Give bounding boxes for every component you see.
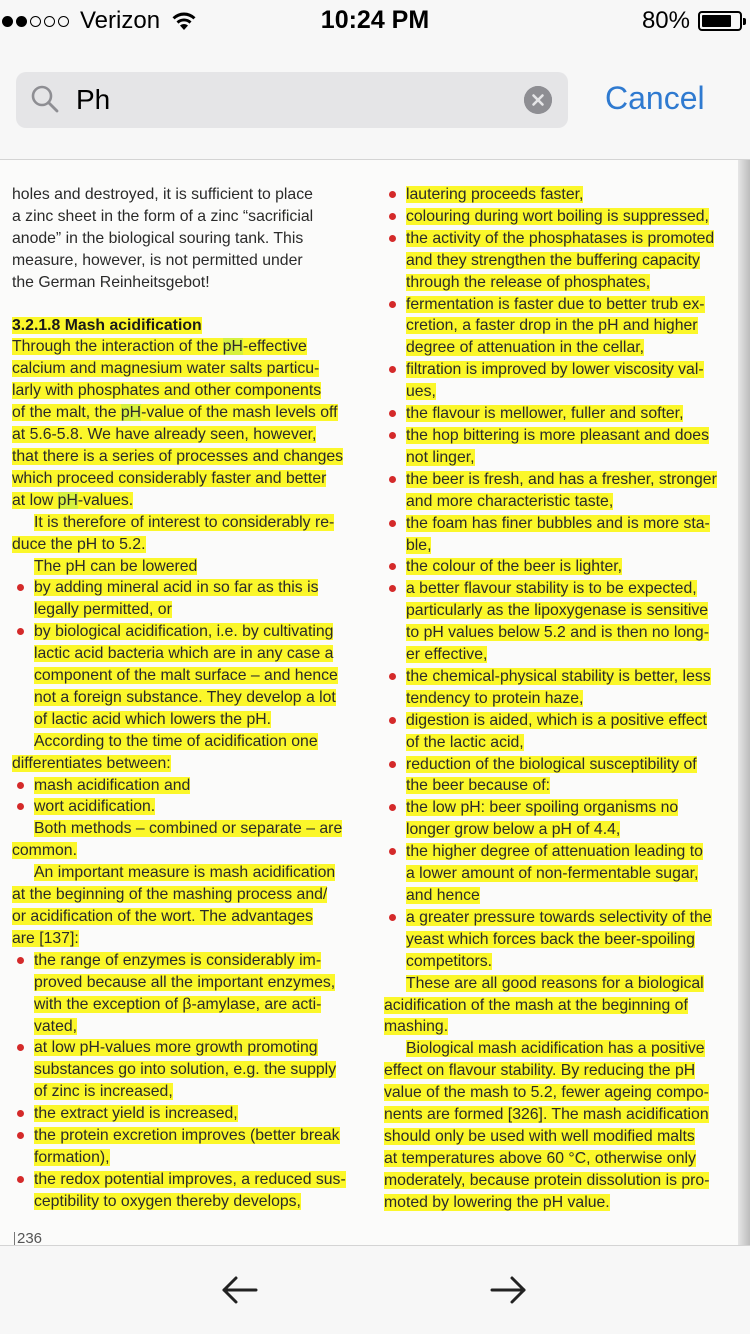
text-line [406, 469, 730, 491]
text-line [406, 425, 730, 447]
search-match: pH [222, 338, 243, 356]
line-text: the beer because of: [406, 777, 551, 795]
line-text: at low pH-values more growth promoting [34, 1039, 318, 1057]
text-line [34, 796, 358, 818]
text-line [384, 995, 730, 1017]
bullet-icon [389, 563, 396, 570]
line-text: proved because all the important enzymes, [34, 973, 336, 991]
text-line [406, 754, 730, 776]
bullet-icon [389, 191, 396, 198]
text-line [34, 1037, 358, 1059]
line-text: to pH values below 5.2 and is then no long- [406, 624, 709, 642]
arrow-left-icon [218, 1270, 262, 1310]
bullet-item [12, 775, 358, 797]
text-line [34, 577, 358, 599]
text-line [406, 228, 730, 250]
bullet-icon [389, 761, 396, 768]
text-line [406, 556, 730, 578]
battery-level [702, 15, 731, 27]
bullet-icon [389, 213, 396, 220]
paragraph [12, 512, 358, 556]
line-text: the chemical-physical stability is better, less [406, 667, 711, 685]
text-line [406, 688, 730, 710]
line-text: value of the mash to 5.2, fewer ageing compo- [384, 1084, 709, 1102]
text-line [406, 622, 730, 644]
bullet-icon [17, 782, 24, 789]
spacer [12, 294, 358, 315]
line-text: anode” in the biological souring tank. This [12, 229, 304, 247]
text-line [384, 1126, 730, 1148]
text-line [12, 490, 358, 512]
bullet-item [384, 578, 730, 666]
search-match: pH [120, 404, 142, 422]
next-result-button[interactable] [486, 1270, 530, 1310]
line-text: at low pH-values. [12, 491, 134, 509]
line-text: the redox potential improves, a reduced sus- [34, 1170, 346, 1188]
line-text: mash acidification and [34, 776, 191, 794]
text-line [406, 403, 730, 425]
line-text: er effective, [406, 646, 488, 664]
line-text: longer grow below a pH of 4.4, [406, 821, 621, 839]
line-text: larly with phosphates and other components [12, 382, 322, 400]
text-line [12, 512, 358, 534]
line-text: fermentation is faster due to better trub ex- [406, 295, 705, 313]
paragraph [12, 731, 358, 775]
text-line [34, 972, 358, 994]
battery-tip [743, 18, 746, 25]
line-text: the activity of the phosphatases is promoted [406, 229, 715, 247]
line-text: moted by lowering the pH value. [384, 1193, 610, 1211]
bullet-icon [389, 585, 396, 592]
text-line [406, 337, 730, 359]
line-text: the beer is fresh, and has a fresher, stronger [406, 470, 717, 488]
text-line [12, 380, 358, 402]
line-text: measure, however, is not permitted under [12, 251, 303, 269]
line-text: These are all good reasons for a biological [406, 974, 704, 992]
text-line [384, 1016, 730, 1038]
text-line [34, 1059, 358, 1081]
line-text: should only be used with well modified malts [384, 1127, 695, 1145]
text-line [34, 621, 358, 643]
line-text: moderately, because protein dissolution is pro- [384, 1171, 710, 1189]
bullet-item [384, 797, 730, 841]
page-number: 236 [14, 1232, 42, 1245]
text-line [12, 336, 358, 358]
line-text: formation), [34, 1148, 110, 1166]
text-line [406, 775, 730, 797]
line-text: which proceed considerably faster and better [12, 469, 327, 487]
bullet-icon [389, 235, 396, 242]
text-line [12, 228, 358, 250]
line-text: Both methods – combined or separate – are [34, 820, 343, 838]
line-text: of lactic acid which lowers the pH. [34, 710, 272, 728]
bullet-icon [389, 410, 396, 417]
bullet-item [12, 950, 358, 1038]
bullet-item [384, 403, 730, 425]
status-right [642, 6, 742, 36]
line-text: and hence [406, 887, 480, 904]
line-text: of the lactic acid, [406, 733, 524, 751]
text-line [34, 1147, 358, 1169]
bullet-item [12, 1103, 358, 1125]
line-text: component of the malt surface – and hence [34, 667, 338, 685]
bullet-item [384, 228, 730, 294]
heading-text: 3.2.1.8 Mash acidification [12, 316, 202, 334]
line-text: It is therefore of interest to considerably re- [34, 513, 335, 531]
text-line [12, 906, 358, 928]
text-line [12, 358, 358, 380]
text-line [406, 600, 730, 622]
text-line [406, 359, 730, 381]
text-line [406, 491, 730, 513]
bullet-item [12, 1125, 358, 1169]
bullet-item [384, 184, 730, 206]
text-line [384, 1104, 730, 1126]
text-line [406, 206, 730, 228]
battery-icon [698, 11, 742, 31]
text-line [12, 424, 358, 446]
text-line [406, 732, 730, 754]
bottom-toolbar [0, 1245, 750, 1334]
line-text: a lower amount of non-fermentable sugar, [406, 865, 699, 883]
text-line [406, 381, 730, 403]
line-text: the higher degree of attenuation leading to [406, 843, 703, 861]
text-line [384, 1148, 730, 1170]
text-line [384, 1082, 730, 1104]
text-line [406, 294, 730, 316]
text-line [12, 402, 358, 424]
status-bar [0, 0, 750, 40]
text-line [406, 797, 730, 819]
document-viewer[interactable] [0, 160, 750, 1245]
line-text: holes and destroyed, it is sufficient to place [12, 186, 313, 203]
bullet-icon [389, 914, 396, 921]
line-text: competitors. [406, 952, 493, 970]
line-text: through the release of phosphates, [406, 273, 651, 291]
line-text: Biological mash acidification has a positive [406, 1040, 705, 1058]
line-text: the range of enzymes is considerably im- [34, 951, 322, 969]
line-text: ues, [406, 383, 436, 401]
status-time: 10:24 PM [320, 6, 430, 34]
bullet-icon [389, 301, 396, 308]
line-text: nents are formed [326]. The mash acidification [384, 1106, 709, 1124]
bullet-item [12, 796, 358, 818]
line-text: a greater pressure towards selectivity of the [406, 908, 712, 926]
line-text: and they strengthen the buffering capacity [406, 251, 700, 269]
intro-paragraph [12, 184, 358, 294]
bullet-icon [389, 366, 396, 373]
search-bar[interactable] [16, 72, 568, 128]
line-text: not a foreign substance. They develop a lot [34, 688, 336, 706]
bullet-item [384, 513, 730, 557]
bullet-item [12, 621, 358, 731]
bullet-item [384, 359, 730, 403]
line-text: ceptibility to oxygen thereby develops, [34, 1192, 301, 1210]
text-line [12, 556, 358, 578]
line-text: by biological acidification, i.e. by cultivating [34, 623, 334, 641]
line-text: lactic acid bacteria which are in any case a [34, 645, 334, 663]
bullet-item [384, 666, 730, 710]
text-line [384, 1170, 730, 1192]
paragraph [384, 1038, 730, 1213]
bullet-icon [389, 804, 396, 811]
line-text: acidification of the mash at the beginning of [384, 996, 688, 1014]
line-text: duce the pH to 5.2. [12, 535, 146, 553]
paragraph [12, 336, 358, 511]
line-text: the hop bittering is more pleasant and does [406, 426, 709, 444]
line-text: a better flavour stability is to be expected, [406, 580, 697, 598]
search-header [0, 40, 750, 160]
line-text: colouring during wort boiling is suppressed, [406, 207, 709, 225]
search-input[interactable] [76, 80, 516, 120]
text-line [34, 599, 358, 621]
text-line [406, 885, 730, 907]
text-line [406, 578, 730, 600]
line-text: degree of attenuation in the cellar, [406, 339, 645, 357]
text-line [12, 862, 358, 884]
previous-result-button[interactable] [218, 1270, 262, 1310]
line-text: are [137]: [12, 929, 79, 947]
line-text: vated, [34, 1017, 78, 1035]
bullet-item [12, 1037, 358, 1103]
bullet-item [12, 577, 358, 621]
text-line [12, 534, 358, 556]
text-line [34, 775, 358, 797]
text-line [12, 250, 358, 272]
bullet-item [384, 556, 730, 578]
bullet-item [384, 294, 730, 360]
text-line [12, 753, 358, 775]
text-line [34, 1125, 358, 1147]
text-line [406, 819, 730, 841]
line-text: wort acidification. [34, 798, 156, 816]
line-text: at 5.6-5.8. We have already seen, however, [12, 426, 317, 444]
text-line [12, 206, 358, 228]
clear-icon[interactable] [524, 86, 552, 114]
bullet-icon [17, 1110, 24, 1117]
text-line [406, 907, 730, 929]
line-text: differentiates between: [12, 754, 171, 772]
text-line [406, 863, 730, 885]
right-column [384, 184, 730, 1214]
line-text: with the exception of β-amylase, are acti- [34, 995, 322, 1013]
text-line [34, 1191, 358, 1213]
text-line [406, 666, 730, 688]
bullet-item [384, 907, 730, 973]
line-text: legally permitted, or [34, 601, 172, 619]
line-text: the protein excretion improves (better break [34, 1127, 340, 1145]
bullet-icon [17, 584, 24, 591]
line-text: common. [12, 842, 77, 860]
line-text: and more characteristic taste, [406, 492, 614, 510]
text-line [406, 513, 730, 535]
battery-percentage: 80% [641, 7, 690, 34]
line-text: the flavour is mellower, fuller and softer, [406, 405, 684, 423]
text-line [384, 1038, 730, 1060]
text-line [34, 1103, 358, 1125]
text-line [34, 643, 358, 665]
line-text: calcium and magnesium water salts particu- [12, 360, 320, 378]
text-line [406, 929, 730, 951]
line-text: particularly as the lipoxygenase is sensitive [406, 602, 709, 620]
bullet-item [384, 710, 730, 754]
line-text: digestion is aided, which is a positive effect [406, 711, 707, 729]
bullet-icon [17, 957, 24, 964]
line-text: An important measure is mash acidification [34, 864, 336, 882]
text-line [406, 315, 730, 337]
section-heading [12, 315, 358, 337]
text-line [34, 1081, 358, 1103]
line-text: at temperatures above 60 °C, otherwise only [384, 1149, 696, 1167]
text-line [34, 709, 358, 731]
carrier-name: Verizon [80, 7, 161, 34]
text-line [34, 687, 358, 709]
text-line [406, 272, 730, 294]
line-text: substances go into solution, e.g. the supply [34, 1061, 337, 1079]
text-line [384, 1060, 730, 1082]
line-text: by adding mineral acid in so far as this is [34, 579, 319, 597]
line-text: not linger, [406, 448, 475, 466]
line-text: or acidification of the wort. The advantages [12, 908, 313, 925]
text-line [12, 818, 358, 840]
bullet-item [384, 841, 730, 907]
page-edge [738, 160, 750, 1245]
text-line [12, 731, 358, 753]
paragraph [12, 556, 358, 578]
bullet-icon [389, 520, 396, 527]
text-line [384, 1192, 730, 1214]
text-line [406, 841, 730, 863]
bullet-item [12, 1169, 358, 1213]
bullet-icon [389, 848, 396, 855]
bullet-icon [17, 1176, 24, 1183]
left-column [12, 184, 358, 1213]
bullet-icon [17, 628, 24, 635]
line-text: According to the time of acidification one [34, 732, 318, 750]
line-text: filtration is improved by lower viscosity val- [406, 361, 704, 379]
document-page [0, 160, 738, 1245]
cancel-button[interactable]: Cancel [605, 80, 705, 116]
bullet-icon [389, 717, 396, 724]
line-text: The pH can be lowered [34, 557, 198, 575]
bullet-item [384, 754, 730, 798]
text-line [34, 665, 358, 687]
text-line [406, 447, 730, 469]
bullet-item [384, 469, 730, 513]
text-line [12, 184, 358, 206]
line-text: that there is a series of processes and changes [12, 447, 344, 465]
line-text: ble, [406, 536, 432, 554]
line-text: lautering proceeds faster, [406, 186, 584, 203]
text-line [406, 184, 730, 206]
line-text: the low pH: beer spoiling organisms no [406, 799, 679, 817]
text-line [12, 315, 358, 337]
search-match: pH [57, 491, 78, 509]
line-text: tendency to protein haze, [406, 689, 584, 707]
text-line [34, 950, 358, 972]
bullet-icon [389, 476, 396, 483]
text-line [406, 710, 730, 732]
text-line [406, 250, 730, 272]
text-line [12, 468, 358, 490]
bullet-icon [17, 1044, 24, 1051]
line-text: cretion, a faster drop in the pH and higher [406, 317, 698, 335]
text-line [406, 535, 730, 557]
line-text: effect on flavour stability. By reducing the pH [384, 1062, 696, 1080]
line-text: of the malt, the pH-value of the mash levels off [12, 404, 338, 422]
line-text: the German Reinheitsgebot! [12, 273, 210, 291]
text-line [12, 928, 358, 950]
line-text: at the beginning of the mashing process and/ [12, 886, 328, 904]
text-line [406, 644, 730, 666]
bullet-icon [389, 432, 396, 439]
line-text: Through the interaction of the pH-effective [12, 338, 307, 356]
paragraph [12, 862, 358, 950]
line-text: mashing. [384, 1018, 449, 1036]
text-line [12, 884, 358, 906]
line-text: yeast which forces back the beer-spoiling [406, 930, 695, 948]
line-text: the foam has finer bubbles and is more sta- [406, 514, 710, 532]
bullet-icon [17, 803, 24, 810]
text-line [34, 1169, 358, 1191]
text-line [12, 272, 358, 294]
text-line [384, 973, 730, 995]
line-text: a zinc sheet in the form of a zinc “sacrificial [12, 207, 314, 225]
text-line [12, 446, 358, 468]
arrow-right-icon [486, 1270, 530, 1310]
text-line [34, 1016, 358, 1038]
bullet-icon [389, 673, 396, 680]
bullet-icon [17, 1132, 24, 1139]
paragraph [12, 818, 358, 862]
bullet-item [384, 425, 730, 469]
line-text: the colour of the beer is lighter, [406, 558, 623, 576]
paragraph [384, 973, 730, 1039]
search-icon [30, 84, 60, 114]
line-text: reduction of the biological susceptibility of [406, 755, 697, 773]
bullet-item [384, 206, 730, 228]
line-text: the extract yield is increased, [34, 1105, 238, 1123]
text-line [34, 994, 358, 1016]
text-line [12, 840, 358, 862]
line-text: of zinc is increased, [34, 1083, 173, 1101]
text-line [406, 951, 730, 973]
